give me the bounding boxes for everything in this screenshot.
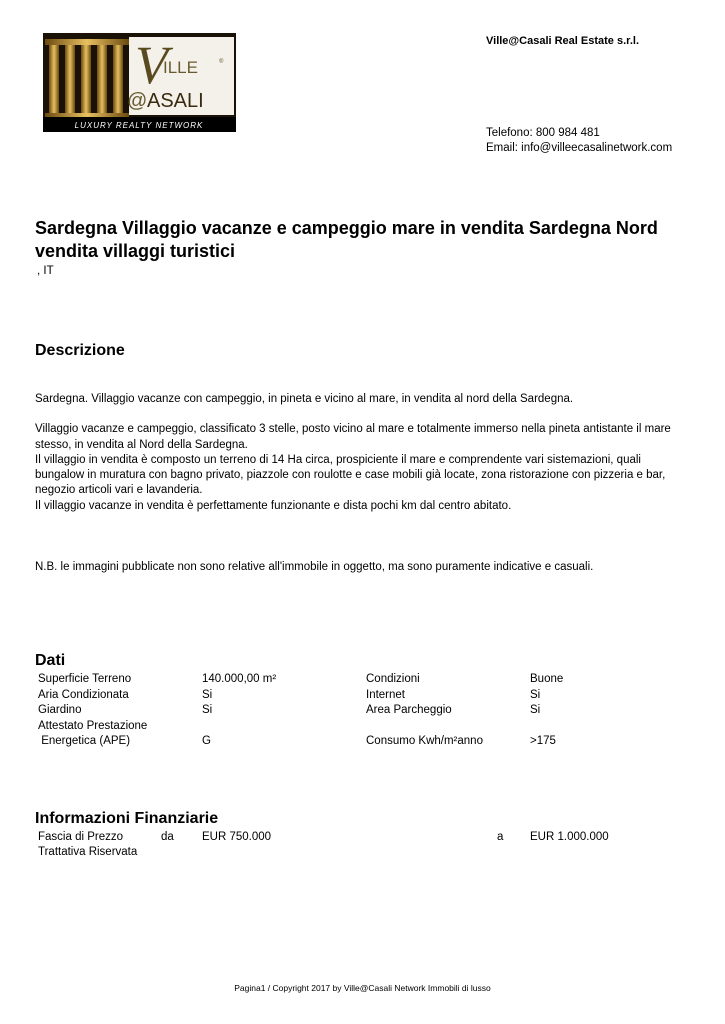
svg-text:V: V: [135, 35, 168, 95]
description-paragraph: Villaggio vacanze e campeggio, classificato 3 stelle, posto vicino al mare e totalmente immerso nella pineta antistante il mare stesso, in vendita al Nord della Sardegna.: [35, 423, 671, 451]
svg-text:@: @: [127, 90, 148, 112]
table-cell: 140.000,00 m²: [202, 673, 277, 685]
listing-title: Sardegna Villaggio vacanze e campeggio mare in vendita Sardegna Nord vendita villaggi turistici: [35, 218, 658, 261]
listing-location: , IT: [37, 265, 54, 277]
dati-heading: Dati: [35, 652, 66, 669]
phone-number: Telefono: 800 984 481: [486, 127, 600, 139]
page-footer: Pagina1 / Copyright 2017 by Ville@Casali Network Immobili di lusso: [234, 983, 491, 993]
table-cell: Si: [530, 704, 541, 716]
table-cell: Giardino: [38, 704, 82, 716]
price-note: Trattativa Riservata: [38, 846, 138, 858]
table-cell: Area Parcheggio: [366, 704, 452, 716]
description-paragraph: Il villaggio in vendita è composto un terreno di 14 Ha circa, prospiciente il mare e comprendente vari sistemazioni, quali bungalow in muratura con bagno privato, piazzole con roulotte e case mobili già locate, zona ristorazione con pizzeria e bar, negozio articoli vari e lavanderia.: [35, 453, 666, 497]
table-cell: [530, 720, 630, 736]
table-row: [38, 673, 630, 689]
dati-table: [38, 673, 630, 751]
table-cell: G: [202, 735, 211, 747]
svg-text:LUXURY REALTY NETWORK: LUXURY REALTY NETWORK: [74, 121, 204, 130]
table-cell: Internet: [366, 688, 405, 701]
table-cell: Buone: [530, 673, 564, 685]
svg-text:ASALI: ASALI: [147, 90, 204, 112]
price-from-word: da: [161, 831, 174, 843]
descrizione-heading: Descrizione: [35, 342, 125, 359]
company-logo: [43, 33, 236, 132]
table-cell: Energetica (APE): [38, 735, 131, 747]
contact-info: [486, 126, 672, 156]
company-name: Ville@Casali Real Estate s.r.l.: [486, 35, 639, 47]
table-cell: Condizioni: [366, 673, 420, 685]
table-cell: Aria Condizionata: [38, 688, 129, 701]
price-to-word: a: [497, 831, 504, 843]
svg-text:ILLE: ILLE: [163, 58, 198, 77]
table-cell: Superficie Terreno: [38, 673, 132, 685]
description-body: [35, 392, 690, 514]
table-cell: Consumo Kwh/m²anno: [366, 735, 483, 747]
table-row: [38, 704, 630, 720]
table-row: [38, 735, 630, 751]
description-paragraph: Sardegna. Villaggio vacanze con campeggio, in pineta e vicino al mare, in vendita al nord della Sardegna.: [35, 393, 574, 405]
price-from-value: EUR 750.000: [202, 831, 272, 843]
table-cell: Si: [530, 688, 541, 701]
disclaimer-note: N.B. le immagini pubblicate non sono relative all'immobile in oggetto, ma sono puramente indicative e casuali.: [35, 561, 594, 573]
table-row: [38, 689, 630, 705]
table-cell: Si: [202, 688, 213, 701]
price-range-label: Fascia di Prezzo: [38, 831, 124, 843]
table-cell: Attestato Prestazione: [38, 719, 148, 732]
email-address: Email: info@villeecasalinetwork.com: [486, 142, 673, 154]
table-cell: Si: [202, 704, 213, 716]
description-paragraph: Il villaggio vacanze in vendita è perfettamente funzionante e dista pochi km dal centro abitato.: [35, 499, 512, 512]
svg-text:®: ®: [219, 59, 224, 65]
finanziarie-heading: Informazioni Finanziarie: [35, 810, 219, 827]
table-cell: [366, 720, 530, 736]
table-row: [38, 720, 630, 736]
table-cell: >175: [530, 735, 556, 747]
table-cell: [202, 720, 366, 736]
price-to-value: EUR 1.000.000: [530, 831, 609, 843]
